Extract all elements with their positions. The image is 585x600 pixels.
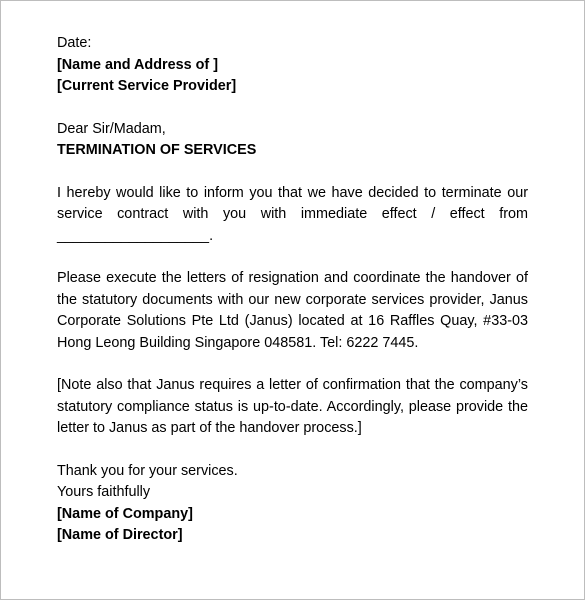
recipient-current-provider: [Current Service Provider]: [57, 78, 237, 94]
paragraph-termination: I hereby would like to inform you that we have decided to terminate our service contract with you with immediate effect / effect from ___________________.: [57, 184, 528, 244]
spacer: [57, 354, 528, 375]
closing-thanks: Thank you for your services.: [57, 462, 238, 479]
spacer: [57, 98, 528, 119]
director-name-placeholder: [Name of Director]: [57, 527, 183, 543]
letter-subject: TERMINATION OF SERVICES: [57, 142, 257, 158]
spacer: [57, 440, 528, 461]
paragraph-note: [Note also that Janus requires a letter of confirmation that the company’s statutory compliance status is up-to-date. Accordingly, please provide the letter to Janus as part of the handover process.]: [57, 377, 528, 436]
sign-off: Yours faithfully: [57, 484, 151, 500]
recipient-name-address: [Name and Address of ]: [57, 56, 218, 73]
paragraph-handover: Please execute the letters of resignation and coordinate the handover of the statutory documents with our new corporate services provider, Janus Corporate Solutions Pte Ltd (Janus) located at 16 Raffles Quay, #33-03 Hong Leong Building Singapore 048581. Tel: 6222 7445.: [57, 270, 528, 351]
spacer: [57, 247, 528, 268]
salutation: Dear Sir/Madam,: [57, 120, 166, 137]
company-name-placeholder: [Name of Company]: [57, 505, 193, 522]
date-label: Date:: [57, 35, 92, 51]
letter-body: [57, 33, 528, 547]
spacer: [57, 162, 528, 183]
